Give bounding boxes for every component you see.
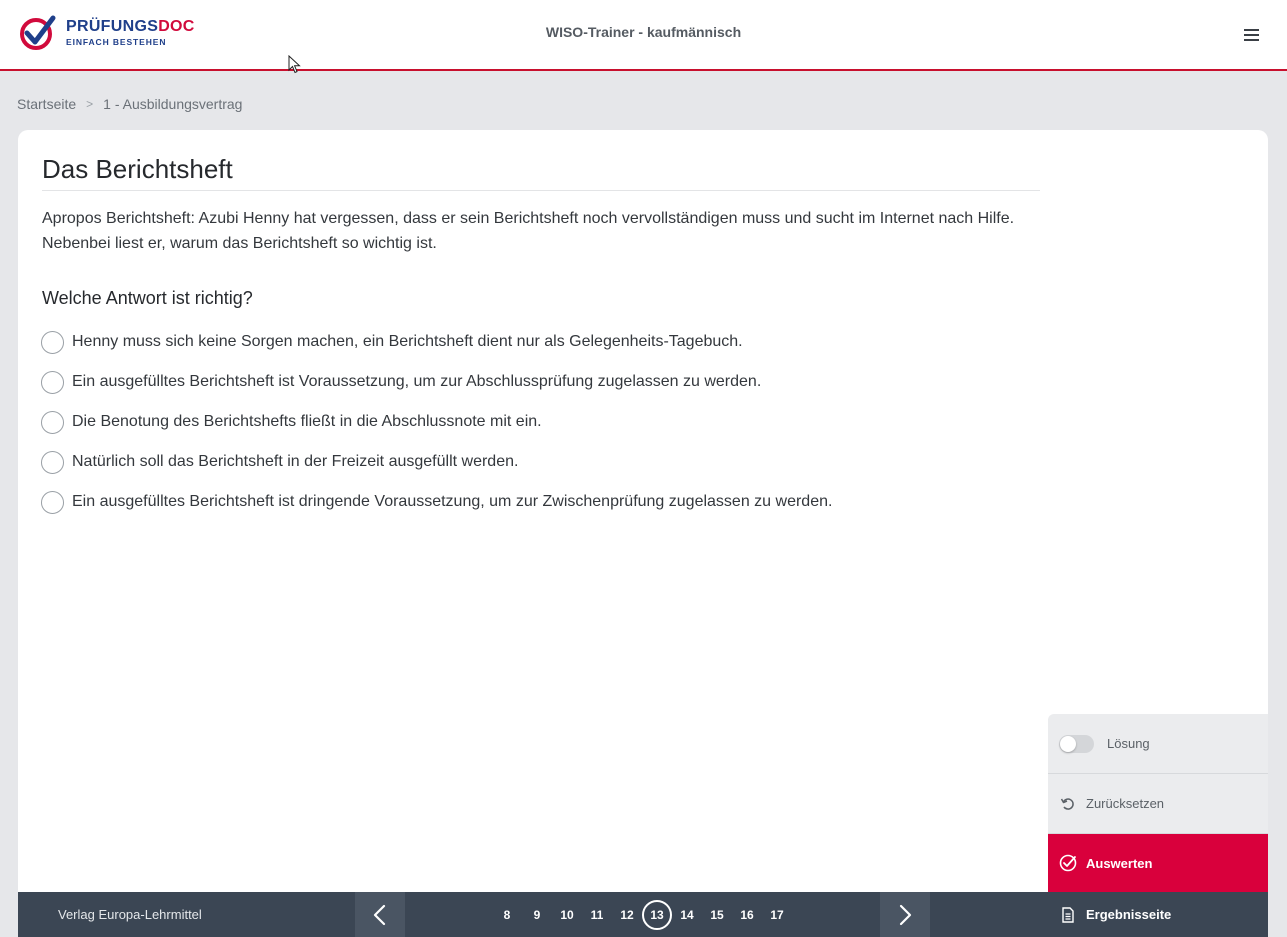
solution-toggle-row[interactable] [1048, 714, 1268, 774]
publisher-name: Verlag Europa-Lehrmittel [58, 907, 202, 922]
reset-label: Zurücksetzen [1086, 796, 1165, 811]
question-prompt: Welche Antwort ist richtig? [42, 288, 253, 308]
page-number[interactable]: 12 [620, 907, 634, 922]
mouse-pointer-icon [288, 55, 302, 75]
answer-label: Henny muss sich keine Sorgen machen, ein Berichtsheft dient nur als Gelegenheits-Tagebuch. [72, 333, 743, 350]
chevron-right-icon [897, 904, 913, 926]
answer-label: Ein ausgefülltes Berichtsheft ist Voraussetzung, um zur Abschlussprüfung zugelassen zu werden. [72, 373, 762, 390]
page-pagination [492, 892, 792, 937]
answer-option[interactable] [41, 482, 832, 522]
solution-label: Lösung [1107, 736, 1150, 751]
page-number[interactable]: 17 [770, 907, 784, 922]
answer-list [41, 322, 832, 522]
answer-option[interactable] [41, 322, 832, 362]
breadcrumb [17, 96, 242, 112]
hamburger-icon[interactable] [1240, 24, 1262, 46]
results-page-button[interactable] [1048, 892, 1268, 937]
radio-button[interactable] [41, 491, 64, 514]
chevron-left-icon [372, 904, 388, 926]
action-panel [1048, 714, 1268, 937]
evaluate-button[interactable] [1048, 834, 1268, 892]
answer-option[interactable] [41, 402, 832, 442]
next-question-button[interactable] [880, 892, 930, 937]
answer-label: Natürlich soll das Berichtsheft in der Freizeit ausgefüllt werden. [72, 453, 519, 470]
radio-button[interactable] [41, 331, 64, 354]
answer-label: Die Benotung des Berichtshefts fließt in die Abschlussnote mit ein. [72, 413, 542, 430]
page-number-current[interactable]: 13 [642, 900, 672, 930]
top-header [0, 0, 1287, 71]
page-number[interactable]: 16 [740, 907, 754, 922]
page-number[interactable]: 15 [710, 907, 724, 922]
radio-button[interactable] [41, 411, 64, 434]
brand-name-part1: PRÜFUNGS [66, 18, 159, 35]
answer-label: Ein ausgefülltes Berichtsheft ist dringende Voraussetzung, um zur Zwischenprüfung zugelassen zu werden. [72, 493, 833, 510]
solution-toggle-switch[interactable] [1059, 735, 1094, 753]
evaluate-label: Auswerten [1086, 855, 1153, 871]
page-number[interactable]: 8 [503, 907, 511, 922]
results-label: Ergebnisseite [1086, 907, 1172, 922]
page-number[interactable]: 14 [680, 907, 694, 922]
page-number[interactable]: 10 [560, 907, 574, 922]
question-text: Apropos Berichtsheft: Azubi Henny hat vergessen, dass er sein Berichtsheft noch vervollständigen muss und sucht im Internet nach Hilfe. Nebenbei liest er, warum das Berichtsheft so wichtig ist. [42, 210, 1015, 252]
undo-icon [1059, 795, 1077, 813]
brand-tagline: EINFACH BESTEHEN [66, 37, 167, 47]
check-circle-icon [1059, 854, 1077, 872]
breadcrumb-item-chapter[interactable]: 1 - Ausbildungsvertrag [103, 96, 243, 112]
app-title: WISO-Trainer - kaufmännisch [545, 24, 742, 40]
brand-name-part2: DOC [158, 18, 195, 35]
previous-question-button[interactable] [355, 892, 405, 937]
breadcrumb-separator: > [86, 97, 94, 111]
footer-bar [18, 892, 1048, 937]
radio-button[interactable] [41, 371, 64, 394]
page-number[interactable]: 11 [590, 907, 604, 922]
breadcrumb-item-home[interactable]: Startseite [17, 96, 77, 112]
answer-option[interactable] [41, 442, 832, 482]
document-icon [1059, 906, 1077, 924]
page-number[interactable]: 9 [533, 907, 541, 922]
reset-button[interactable] [1048, 774, 1268, 834]
answer-option[interactable] [41, 362, 832, 402]
radio-button[interactable] [41, 451, 64, 474]
question-title: Das Berichtsheft [42, 154, 1040, 191]
